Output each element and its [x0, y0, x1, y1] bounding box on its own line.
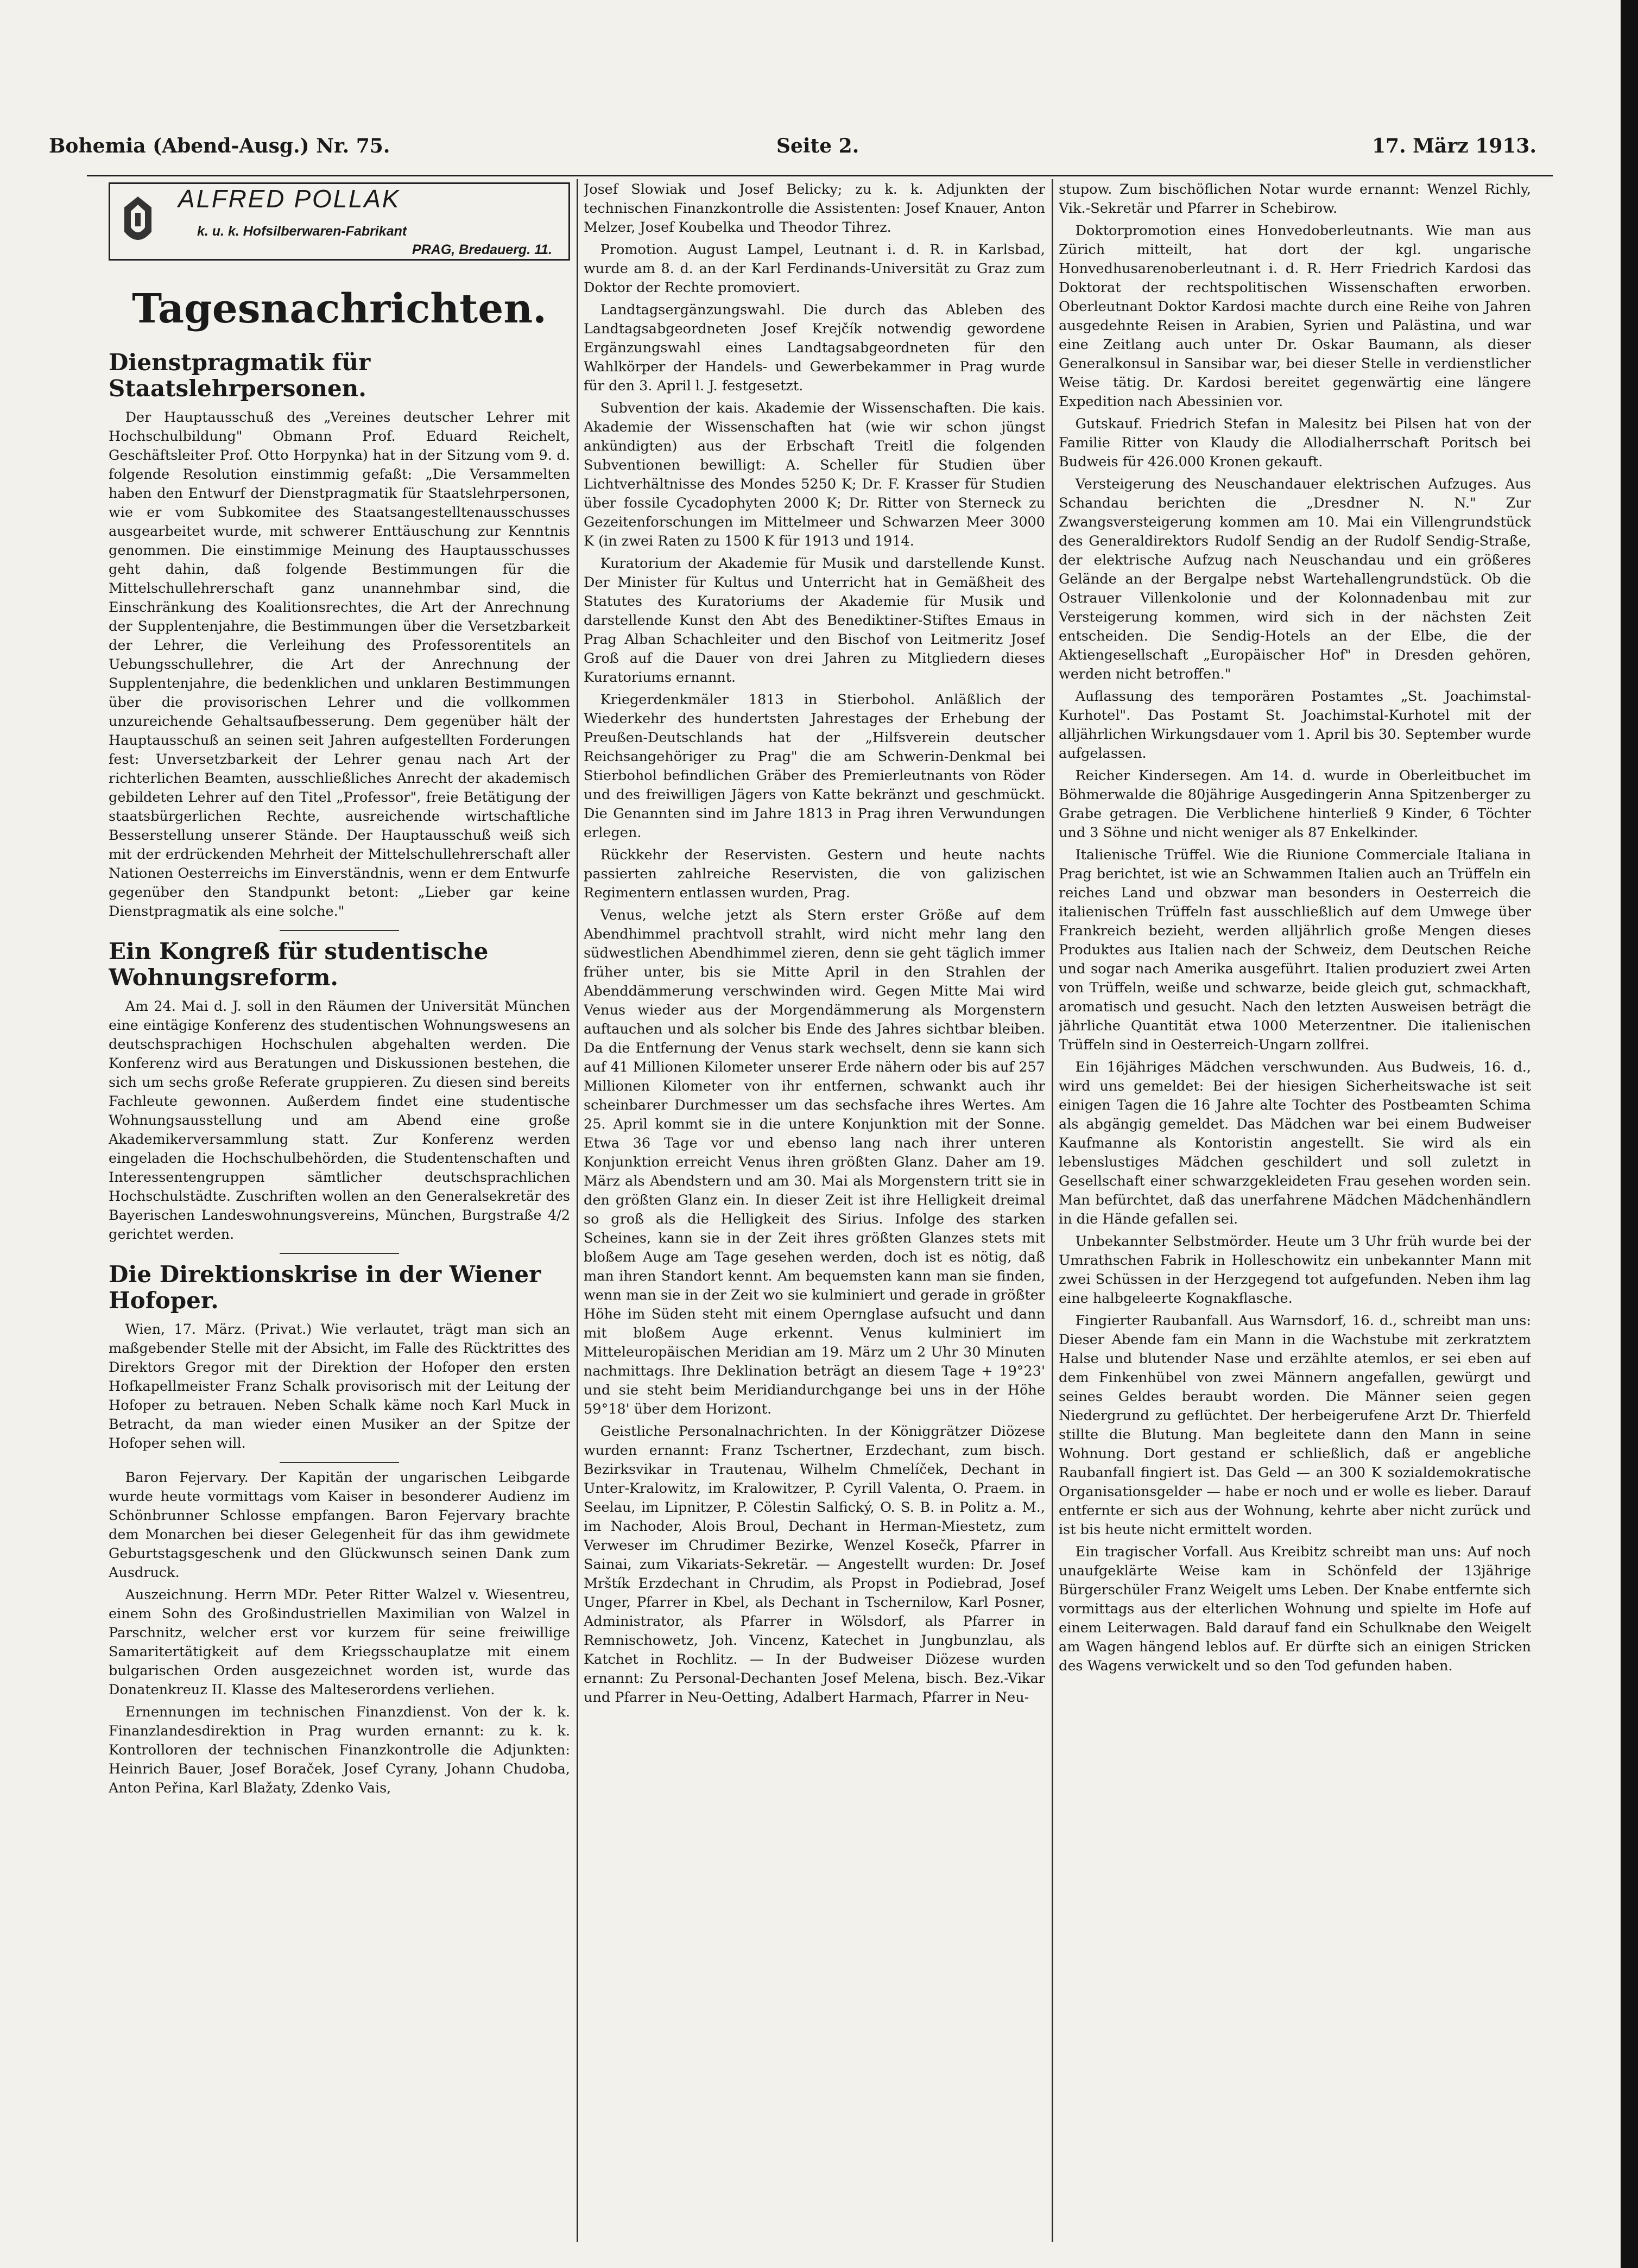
article-paragraph: Ein tragischer Vorfall. Aus Kreibitz schreibt man uns: Auf noch unaufgeklärte Weise kam in Schönfeld der 13jährige Bürgerschüler Franz Weigelt ums Leben. Der Knabe entfernte sich vormittags aus der elterlichen Wohnung und spielte im Hofe auf einem Leiterwagen. Bald darauf fand ein Schulknabe den Weigelt am Wagen hängend leblos auf. Er dürfte sich an einigen Stricken des Wagens verwickelt und so den Tod gefunden haben.: [1059, 1544, 1531, 1674]
scan-edge: [1621, 0, 1638, 2268]
article-paragraph: Der Hauptausschuß des „Vereines deutscher Lehrer mit Hochschulbildung" Obmann Prof. Eduard Reichelt, Geschäftsleiter Prof. Otto Horpynka) hat in der Sitzung vom 9. d. folgende Resolution einstimmig gefaßt: „Die Versammelten haben den Entwurf der Dienstpragmatik für Staatslehrpersonen, wie er vom Subkomitee des Staatsangestelltenausschusses ausgearbeitet wurde, mit schwerer Enttäuschung zur Kenntnis genommen. Die einstimmige Meinung des Hauptausschusses geht dahin, daß folgende Bestimmungen für die Mittelschullehrerschaft ganz unannehmbar sind, die Einschränkung des Koalitionsrechtes, die Art der Anrechnung der Supplentenjahre, die Bestimmungen über die Versetzbarkeit der Lehrer, die Verleihung des Professorentitels an Uebungsschullehrer, die Art der Anrechnung der Supplentenjahre, die bedenklichen und unklaren Bestimmungen über die provisorischen Lehrer und die vollkommen unzureichende Gehaltsaufbesserung. Dem gegenüber hält der Hauptausschuß an seinen seit Jahren aufgestellten Forderungen fest: Unversetzbarkeit der Lehrer genau nach Art der richterlichen Beamten, ausschließliches Anrecht der akademisch gebildeten Lehrer auf den Titel „Professor", freie Betätigung der staatsbürgerlichen Rechte, ausreichende wirtschaftliche Besserstellung unserer Stände. Der Hauptausschuß weiß sich mit der erdrückenden Mehrheit der Mittelschullehrerschaft aller Nationen Oesterreichs im Einverständnis, wenn er dem Entwurfe gegenüber den Standpunkt betont: „Lieber gar keine Dienstpragmatik als eine solche.": [109, 409, 570, 920]
article-paragraph: Reicher Kindersegen. Am 14. d. wurde in Oberleitbuchet im Böhmerwalde die 80jährige Ausgedingerin Anna Spitzenberger zu Grabe getragen. Die Verblichene hinterließ 9 Kinder, 6 Töchter und 3 Söhne und nicht weniger als 87 Enkelkinder.: [1059, 768, 1531, 841]
crest-logo-icon: [119, 194, 157, 248]
article-paragraph: Geistliche Personalnachrichten. In der Königgrätzer Diözese wurden ernannt: Franz Tschertner, Erzdechant, zum bisch. Bezirksvikar in Trautenau, Wilhelm Chmelíček, Dechant in Unter-Kralowitz, im Kralowitzer, P. Cyrill Valenta, O. Praem. in Seelau, im Lipnitzer, P. Cölestin Salfický, O. S. B. in Politz a. M., im Nachoder, Alois Broul, Dechant in Herman-Miestetz, zum Verweser im Chrudimer Bezirke, Wenzel Kosečk, Pfarrer in Sainai, zum Vikariats-Sekretär. — Angestellt wurden: Dr. Josef Mrštík Erzdechant in Chrudim, als Propst in Podiebrad, Josef Unger, Pfarrer in Kbel, als Dechant in Tschernilow, Karl Posner, Administrator, als Pfarrer in Wölsdorf, als Pfarrer in Remnischowetz, Joh. Vincenz, Katechet in Jungbunzlau, als Katchet in Rochlitz. — In der Budweiser Diözese wurden ernannt: Zu Personal-Dechanten Josef Melena, bisch. Bez.-Vikar und Pfarrer in Neu-Oetting, Adalbert Harmach, Pfarrer in Neu-: [584, 1423, 1045, 1706]
main-section-heading: Tagesnachrichten.: [132, 286, 547, 332]
article-paragraph: Versteigerung des Neuschandauer elektrischen Aufzuges. Aus Schandau berichten die „Dresdner N. N." Zur Zwangsversteigerung kommen am 10. Mai ein Villengrundstück des Generaldirektors Rudolf Sendig an der Rudolf Sendig-Straße, der elektrische Aufzug nach Neuschandau und ein größeres Gelände an der Bergalpe nebst Wartehallengrundstück. Ob die Ostrauer Villenkolonie und der Kolonnadenbau mit zur Versteigerung kommen, wird sich in der nächsten Zeit entscheiden. Die Sendig-Hotels an der Elbe, die der Aktiengesellschaft „Europäischer Hof" in Dresden gehören, werden nicht betroffen.": [1059, 476, 1531, 682]
article-paragraph: Promotion. August Lampel, Leutnant i. d. R. in Karlsbad, wurde am 8. d. an der Karl Ferdinands-Universität zu Graz zum Doktor der Rechte promoviert.: [584, 242, 1045, 296]
article-divider: [280, 930, 399, 931]
article-divider: [280, 1462, 399, 1463]
advertiser-address: PRAG, Bredauerg. 11.: [412, 242, 552, 257]
column-1: [109, 180, 570, 2221]
article-paragraph: Landtagsergänzungswahl. Die durch das Ableben des Landtagsabgeordneten Josef Krejčík notwendig gewordene Ergänzungswahl eines Landtagsabgeordneten für den Wahlkörper der Handels- und Gewerbekammer in Prag wurde für den 3. April l. J. festgesetzt.: [584, 302, 1045, 394]
article-paragraph: Gutskauf. Friedrich Stefan in Malesitz bei Pilsen hat von der Familie Ritter von Klaudy die Allodialherrschaft Poritsch bei Budweis für 426.000 Kronen gekauft.: [1059, 416, 1531, 470]
article-paragraph: Fingierter Raubanfall. Aus Warnsdorf, 16. d., schreibt man uns: Dieser Abende fam ein Mann in die Wachstube mit zerkratztem Halse und blutender Nase und erzählte atemlos, er sei eben auf dem Finkenhübel von zwei Männern angefallen, gewürgt und seines Geldes beraubt worden. Die Männer seien gegen Niedergrund zu geflüchtet. Der herbeigerufene Arzt Dr. Thierfeld stillte die Blutung. Man begleitete dann den Mann in seine Wohnung. Dort gestand er schließlich, daß er angebliche Raubanfall fingiert ist. Das Geld — an 300 K sozialdemokratische Organisationsgelder — habe er noch und er wolle es lieber. Darauf entfernte er sich aus der Wohnung, kehrte aber nicht zurück und ist bis heute nicht ermittelt worden.: [1059, 1313, 1531, 1538]
article-paragraph: stupow. Zum bischöflichen Notar wurde ernannt: Wenzel Richly, Vik.-Sekretär und Pfarrer in Schebirow.: [1059, 181, 1531, 217]
header-rule: [87, 175, 1553, 176]
advertiser-title: k. u. k. Hofsilberwaren-Fabrikant: [197, 224, 407, 239]
article-paragraph: Ein 16jähriges Mädchen verschwunden. Aus Budweis, 16. d., wird uns gemeldet: Bei der hiesigen Sicherheitswache ist seit einigen Tagen die 16 Jahre alte Tochter des Postbeamten Schima als abgängig gemeldet. Das Mädchen war bei einem Budweiser Kaufmanne als Kontoristin angestellt. Sie wird als ein lebenslustiges Mädchen geschildert und soll zuletzt in Gesellschaft einer schwarzgekleideten Frau gesehen worden sein. Man befürchtet, daß das unerfahrene Mädchen Mädchenhändlern in die Hände gefallen sei.: [1059, 1059, 1531, 1227]
article-paragraph: Auflassung des temporären Postamtes „St. Joachimstal-Kurhotel". Das Postamt St. Joachimstal-Kurhotel mit der alljährlichen Wirkungsdauer vom 1. April bis 30. September wurde aufgelassen.: [1059, 688, 1531, 762]
advertiser-name: ALFRED POLLAK: [178, 185, 401, 213]
article-paragraph: Kriegerdenkmäler 1813 in Stierbohol. Anläßlich der Wiederkehr des hundertsten Jahrestages der Erhebung der Preußen-Deutschlands hat der „Hilfsverein deutscher Reichsangehöriger zu Prag" die am Schwerin-Denkmal bei Stierbohol befindlichen Gräber des Premierleutnants von Röder und des freiwilligen Jägers von Katte bekränzt und geschmückt. Die Genannten sind im Jahre 1813 in Prag ihren Verwundungen erlegen.: [584, 692, 1045, 841]
article-paragraph: Auszeichnung. Herrn MDr. Peter Ritter Walzel v. Wiesentreu, einem Sohn des Großindustriellen Maximilian von Walzel in Parschnitz, welcher erst vor kurzem für seine freiwillige Samaritertätigkeit auf dem Kriegsschauplatze mit einem bulgarischen Orden ausgezeichnet worden ist, wurde das Donatenkreuz II. Klasse des Malteserordens verliehen.: [109, 1587, 570, 1698]
article-paragraph: Baron Fejervary. Der Kapitän der ungarischen Leibgarde wurde heute vormittags vom Kaiser in besonderer Audienz im Schönbrunner Schlosse empfangen. Baron Fejervary brachte dem Monarchen bei dieser Gelegenheit für das ihm gewidmete Geburtstagsgeschenk und den Glückwunsch seinen Dank zum Ausdruck.: [109, 1469, 570, 1581]
article-heading: Die Direktionskrise in der Wiener Hofoper.: [109, 1261, 541, 1314]
advertisement-box: [109, 182, 570, 261]
article-paragraph: Rückkehr der Reservisten. Gestern und heute nachts passierten zahlreiche Reservisten, die von galizischen Regimentern entlassen wurden, Prag.: [584, 847, 1045, 901]
article-paragraph: Ernennungen im technischen Finanzdienst. Von der k. k. Finanzlandesdirektion in Prag wurden ernannt: zu k. k. Kontrolloren der technischen Finanzkontrolle die Adjunkten: Heinrich Bauer, Josef Boraček, Josef Cyrany, Johann Chudoba, Anton Peřina, Karl Blažaty, Zdenko Vais,: [109, 1704, 570, 1796]
masthead-date: 17. März 1913.: [1371, 135, 1536, 157]
article-paragraph: Subvention der kais. Akademie der Wissenschaften. Die kais. Akademie der Wissenschaften hat (wie wir schon jüngst ankündigten) aus der Erbschaft Treitl die folgenden Subventionen bewilligt: A. Scheller für Studien über Lichtverhältnisse des Mondes 5250 K; Dr. F. Krasser für Studien über fossile Cycadophyten 2000 K; Dr. Ritter von Sterneck zu Gezeitenforschungen im Mittelmeer und Schwarzen Meer 3000 K (in zwei Raten zu 1500 K für 1913 und 1914.: [584, 400, 1045, 549]
article-heading: Dienstpragmatik für Staatslehrpersonen.: [109, 349, 371, 402]
article-paragraph: Unbekannter Selbstmörder. Heute um 3 Uhr früh wurde bei der Umrathschen Fabrik in Holleschowitz ein unbekannter Mann mit zwei Schüssen in der Herzgegend tot aufgefunden. Neben ihm lag eine halbgeleerte Kognakflasche.: [1059, 1233, 1531, 1307]
masthead-page-number: Seite 2.: [776, 135, 859, 157]
masthead-issue: Bohemia (Abend-Ausg.) Nr. 75.: [49, 135, 390, 157]
column-divider: [577, 179, 578, 2242]
article-paragraph: Wien, 17. März. (Privat.) Wie verlautet, trägt man sich an maßgebender Stelle mit der Absicht, im Falle des Rücktrittes des Direktors Gregor mit der Direktion der Hofoper den ersten Hofkapellmeister Franz Schalk provisorisch mit der Leitung der Hofoper zu betrauen. Neben Schalk käme noch Karl Muck in Betracht, da man wieder einen Musiker an der Spitze der Hofoper sehen will.: [109, 1321, 570, 1452]
article-paragraph: Kuratorium der Akademie für Musik und darstellende Kunst. Der Minister für Kultus und Unterricht hat in Gemäßheit des Statutes des Kuratoriums der Akademie für Musik und darstellende Kunst den Abt des Benediktiner-Stiftes Emaus in Prag Alban Schachleiter und den Bischof von Leitmeritz Josef Groß auf die Dauer von drei Jahren zu Mitgliedern dieses Kuratoriums ernannt.: [584, 555, 1045, 686]
masthead: [49, 135, 1536, 167]
column-3: [1059, 180, 1531, 2134]
column-2: [584, 180, 1045, 2243]
article-paragraph: Josef Slowiak und Josef Belicky; zu k. k. Adjunkten der technischen Finanzkontrolle die Assistenten: Josef Knauer, Anton Melzer, Josef Koubelka und Theodor Tihrez.: [584, 181, 1045, 236]
article-paragraph: Am 24. Mai d. J. soll in den Räumen der Universität München eine eintägige Konferenz des studentischen Wohnungswesens an deutschsprachigen Hochschulen abgehalten werden. Die Konferenz wird aus Beratungen und Diskussionen bestehen, die sich um sechs große Referate gruppieren. Zu diesen sind bereits Fachleute gewonnen. Außerdem findet eine studentische Wohnungsausstellung und am Abend eine große Akademikerversammlung statt. Zur Konferenz werden eingeladen die Hochschulbehörden, die Studentenschaften und Interessentengruppen sämtlicher deutschsprachlichen Hochschulstädte. Zuschriften wollen an den Generalsekretär des Bayerischen Landeswohnungsvereins, München, Burgstraße 4/2 gerichtet werden.: [109, 998, 570, 1243]
column-divider: [1052, 179, 1053, 2242]
article-paragraph: Doktorpromotion eines Honvedoberleutnants. Wie man aus Zürich mitteilt, hat dort der kgl. ungarische Honvedhusarenoberleutnant i. d. R. Herr Friedrich Kardosi das Doktorat der rechtspolitischen Wissenschaften erworben. Oberleutnant Doktor Kardosi machte durch eine Reihe von Jahren ausgedehnte Reisen in Arabien, Syrien und Palästina, und war eine Zeitlang auch unter Dr. Oskar Baumann, als dieser Generalkonsul in Sansibar war, bei dieser Stelle in verdienstlicher Weise tätig. Dr. Kardosi bereitet gegenwärtig eine längere Expedition nach Abessinien vor.: [1059, 223, 1531, 410]
article-paragraph: Italienische Trüffel. Wie die Riunione Commerciale Italiana in Prag berichtet, ist wie an Schwammen Italien auch an Trüffeln ein reiches Land und obzwar man besonders in Oesterreich die italienischen Trüffeln fast ausschließlich auf dem Umwege über Frankreich bezieht, werden alljährlich große Mengen dieses Produktes aus Italien nach der Schweiz, dem Deutschen Reiche und sogar nach Amerika ausgeführt. Italien produziert zwei Arten von Trüffeln, weiße und schwarze, beide gleich gut, schmackhaft, aromatisch und gesucht. Nach den letzten Ausweisen beträgt die jährliche Quantität etwa 1000 Meterzentner. Die italienischen Trüffeln sind in Oesterreich-Ungarn zollfrei.: [1059, 847, 1531, 1053]
article-divider: [280, 1253, 399, 1254]
article-paragraph: Venus, welche jetzt als Stern erster Größe auf dem Abendhimmel prachtvoll strahlt, wird nicht mehr lang den südwestlichen Abendhimmel zieren, denn sie geht täglich immer früher unter, bis sie Mitte April in den Strahlen der Abenddämmerung verschwinden wird. Gegen Mitte Mai wird Venus wieder aus der Morgendämmerung als Morgenstern auftauchen und als solcher bis Ende des Jahres sichtbar bleiben. Da die Entfernung der Venus stark wechselt, denn sie kann sich auf 41 Millionen Kilometer unserer Erde nähern oder bis auf 257 Millionen Kilometer von ihr entfernen, schwankt auch ihr scheinbarer Durchmesser um das sechsfache ihres Wertes. Am 25. April kommt sie in die untere Konjunktion mit der Sonne. Etwa 36 Tage vor und ebenso lang nach ihrer unteren Konjunktion erreicht Venus ihren größten Glanz. Daher am 19. März als Abendstern und am 30. Mai als Morgenstern tritt sie in den größten Glanz ein. In dieser Zeit ist ihre Helligkeit dreimal so groß als die Helligkeit des Sirius. Infolge des starken Scheines, kann sie in der Zeit ihres größten Glanzes stets mit bloßem Auge am Tage gesehen werden, doch ist es nötig, daß man ihren Standort kennt. Am bequemsten kann man sie finden, wenn man sie in der Zeit wo sie kulminiert und gerade in größter Höhe im Süden steht mit einem Opernglase aufsucht und dann mit bloßem Auge erkennt. Venus kulminiert im Mitteleuropäischen Meridian am 19. März um 2 Uhr 30 Minuten nachmittags. Ihre Deklination beträgt an diesem Tage + 19°23' und sie steht beim Meridiandurchgange bei uns in der Höhe 59°18' über dem Horizont.: [584, 907, 1045, 1417]
article-heading: Ein Kongreß für studentische Wohnungsreform.: [109, 938, 489, 991]
